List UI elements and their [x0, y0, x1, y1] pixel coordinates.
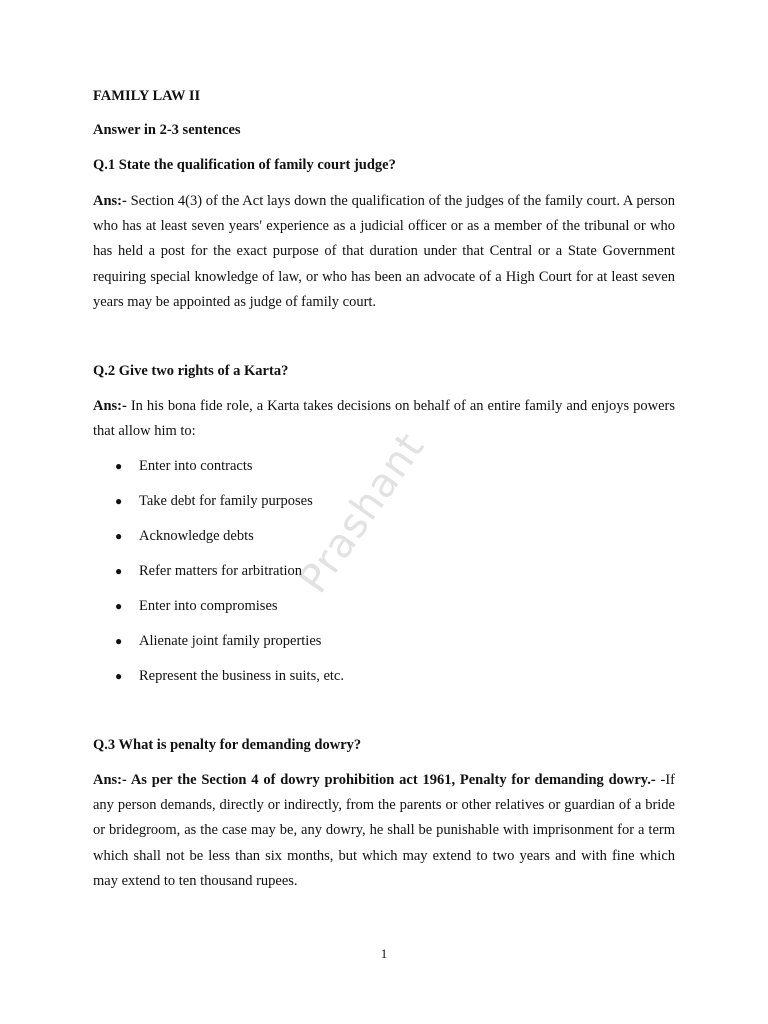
question-3: Q.3 What is penalty for demanding dowry?: [93, 737, 362, 753]
answer-3: [93, 768, 675, 894]
list-item-text: Enter into compromises: [139, 598, 278, 614]
list-item: [93, 489, 344, 524]
list-item: [93, 664, 344, 699]
answer-3-text: -If any person demands, directly or indirectly, from the parents or other relatives or guardian of a bride or bridegroom, as the case may be, any dowry, he shall be punishable with imprisonment for a term which shall not be less than six months, but which may extend to two years and with fine which may extend to ten thousand rupees.: [93, 772, 676, 889]
list-item: [93, 629, 344, 664]
doc-instruction: Answer in 2-3 sentences: [93, 122, 241, 138]
answer-3-label: Ans:- As per the Section 4 of dowry prohibition act 1961, Penalty for demanding dowry.-: [93, 772, 656, 788]
list-item: [93, 594, 344, 629]
page-number: 1: [380, 946, 388, 961]
answer-2: [93, 394, 675, 444]
list-item-text: Represent the business in suits, etc.: [139, 668, 344, 684]
answer-1: [93, 189, 675, 315]
question-2: Q.2 Give two rights of a Karta?: [93, 363, 289, 379]
list-item-text: Acknowledge debts: [139, 528, 254, 544]
bullet-icon: ●: [115, 494, 123, 508]
bullet-icon: ●: [115, 564, 123, 578]
bullet-icon: ●: [115, 599, 123, 613]
bullet-icon: ●: [115, 529, 123, 543]
list-item-text: Enter into contracts: [139, 458, 253, 474]
list-item-text: Alienate joint family properties: [139, 633, 322, 649]
watermark-text: Prashant: [290, 424, 434, 602]
list-item-text: Take debt for family purposes: [139, 493, 313, 509]
bullet-icon: ●: [115, 669, 123, 683]
answer-1-text: Section 4(3) of the Act lays down the qualification of the judges of the family court. A person who has at least seven years' experience as a judicial officer or as a member of the tribunal or who has held a post for the exact purpose of that duration under that Central or a State Government requiring special knowledge of law, or who has been an advocate of a High Court for at least seven years may be appointed as judge of family court.: [93, 193, 675, 310]
question-1: Q.1 State the qualification of family court judge?: [93, 157, 396, 173]
doc-title: FAMILY LAW II: [93, 88, 201, 104]
answer-2-label: Ans:-: [93, 398, 127, 414]
list-item: [93, 454, 344, 489]
list-item-text: Refer matters for arbitration: [139, 563, 303, 579]
answer-2-text: In his bona fide role, a Karta takes decisions on behalf of an entire family and enjoys powers that allow him to:: [93, 398, 675, 440]
bullet-icon: ●: [115, 459, 123, 473]
answer-1-label: Ans:-: [93, 193, 127, 209]
bullet-icon: ●: [115, 634, 123, 648]
